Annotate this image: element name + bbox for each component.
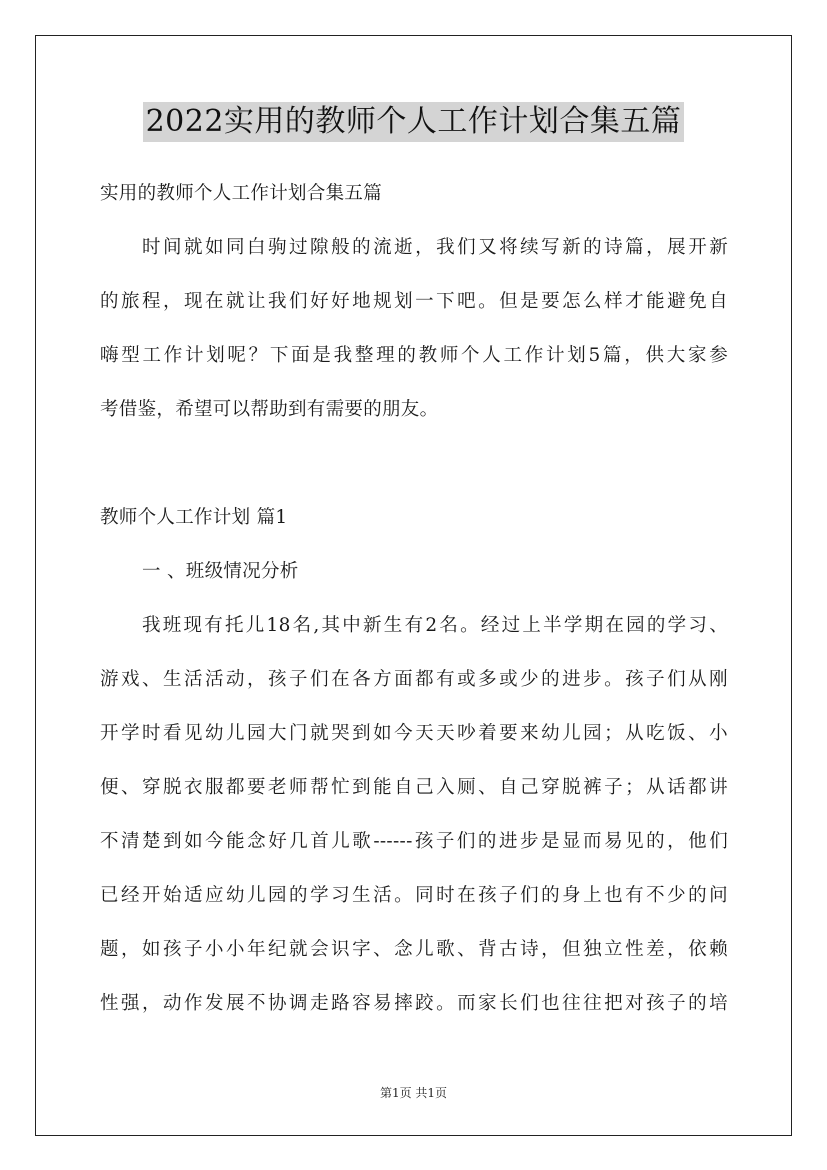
body-line: 游戏、生活活动，孩子们在各方面都有或多或少的进步。孩子们从刚: [100, 669, 728, 690]
section-heading: 教师个人工作计划 篇1: [100, 507, 288, 528]
body-line: 已经开始适应幼儿园的学习生活。同时在孩子们的身上也有不少的问: [100, 885, 728, 906]
body-line: 便、穿脱衣服都要老师帮忙到能自己入厕、自己穿脱裤子；从话都讲: [100, 777, 728, 798]
body-line: 题，如孩子小小年纪就会识字、念儿歌、背古诗，但独立性差，依赖: [100, 939, 728, 960]
intro-line: 时间就如同白驹过隙般的流逝，我们又将续写新的诗篇，展开新: [142, 237, 728, 258]
intro-line: 的旅程，现在就让我们好好地规划一下吧。但是要怎么样才能避免自: [100, 291, 728, 312]
body-line: 我班现有托儿18名,其中新生有2名。经过上半学期在园的学习、: [142, 615, 728, 636]
document-subtitle: 实用的教师个人工作计划合集五篇: [100, 183, 383, 204]
intro-line: 嗨型工作计划呢？下面是我整理的教师个人工作计划5篇，供大家参: [100, 345, 728, 366]
page-footer: 第1页 共1页: [379, 1086, 448, 1100]
title-container: [0, 102, 827, 142]
document-title: 2022实用的教师个人工作计划合集五篇: [143, 102, 685, 142]
intro-line: 考借鉴，希望可以帮助到有需要的朋友。: [100, 399, 439, 420]
body-line: 性强，动作发展不协调走路容易摔跤。而家长们也往往把对孩子的培: [100, 993, 728, 1014]
body-line: 不清楚到如今能念好几首儿歌------孩子们的进步是显而易见的，他们: [100, 831, 728, 852]
body-line: 开学时看见幼儿园大门就哭到如今天天吵着要来幼儿园；从吃饭、小: [100, 723, 728, 744]
subsection-heading: 一 、班级情况分析: [142, 561, 299, 582]
